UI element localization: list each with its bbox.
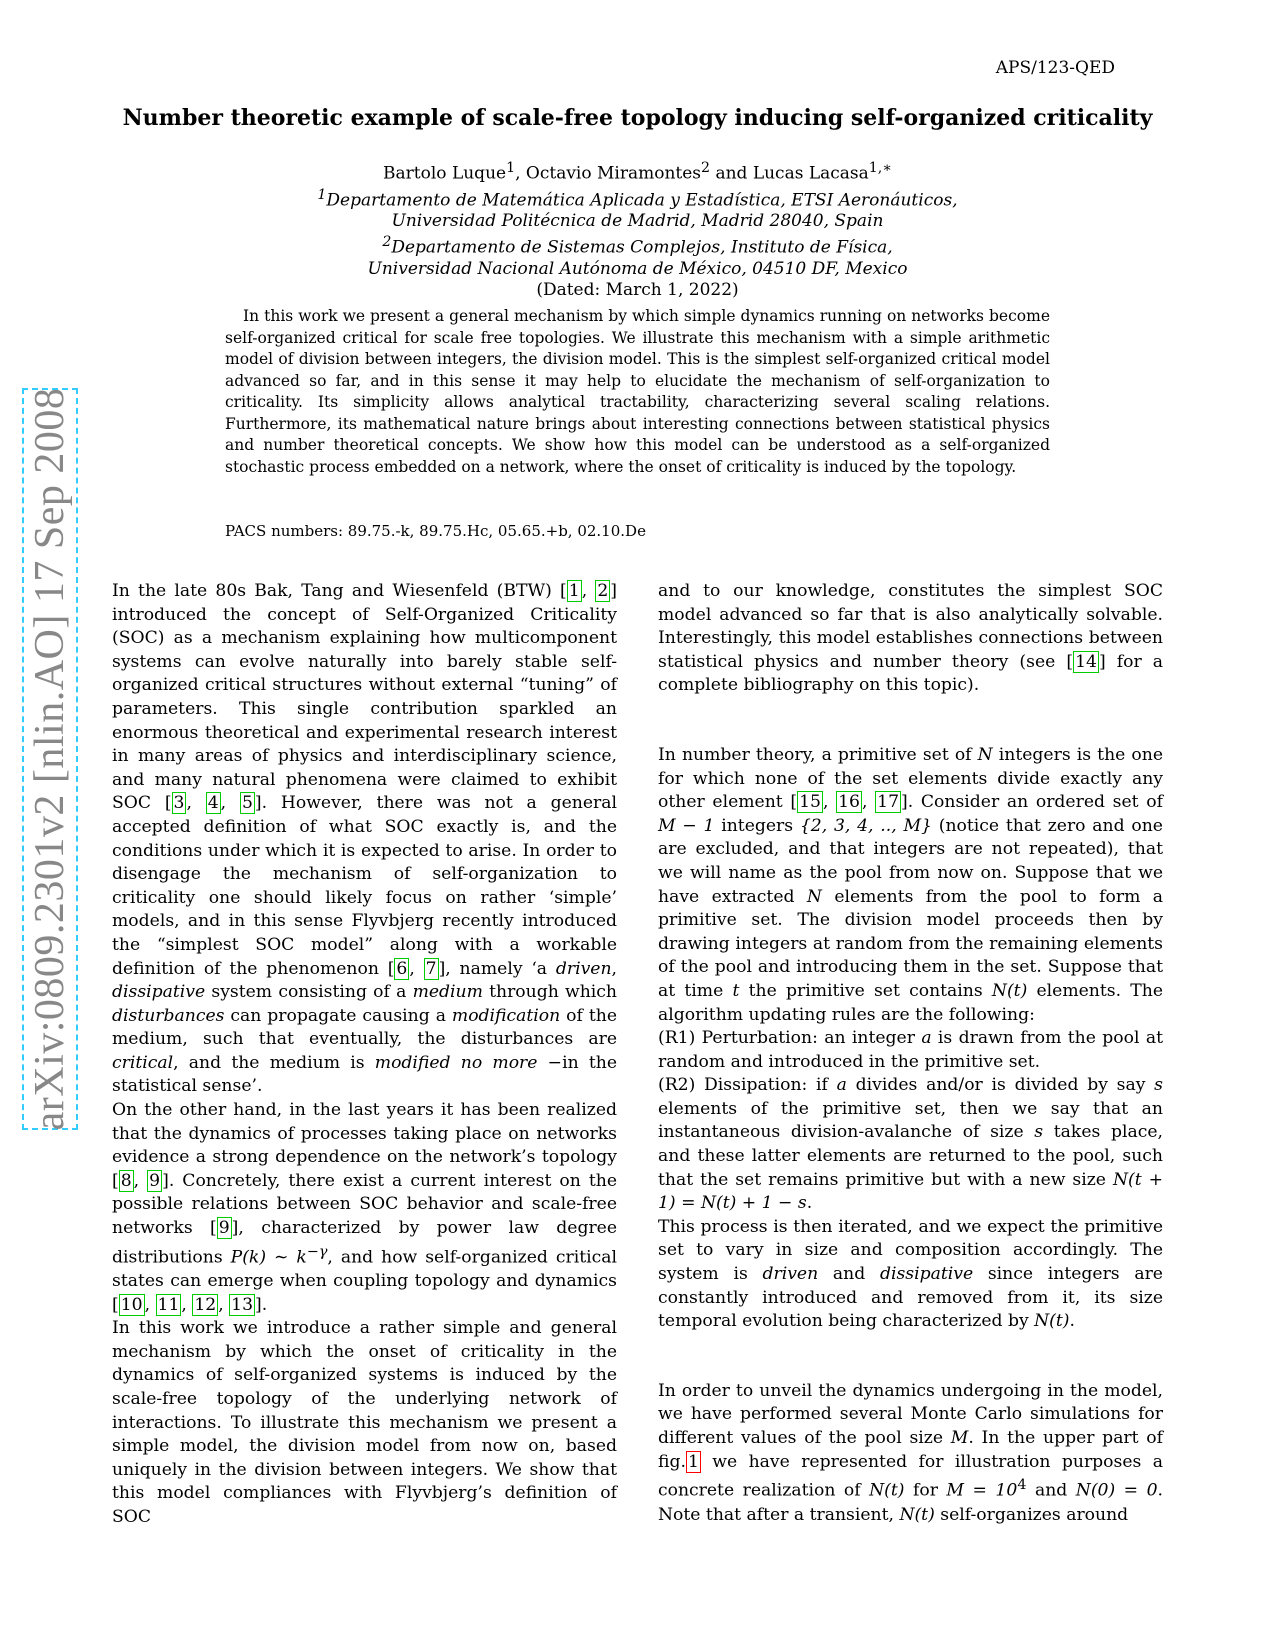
- affiliation-1-line2: Universidad Politécnica de Madrid, Madrid 28040, Spain: [391, 211, 884, 232]
- citation-link[interactable]: 16: [838, 792, 860, 813]
- abstract: [225, 306, 1050, 478]
- citation-link[interactable]: 2: [597, 581, 609, 601]
- citation-link[interactable]: 1: [568, 581, 580, 601]
- intro-paragraph-1: In the late 80s Bak, Tang and Wiesenfeld (BTW) [ 1 , 2 ] introduced the concept of Self-Organized Criticality (SOC) as a mechanism explaining how multicomponent systems can evolve naturally into barely stable self-organized critical structures without external “tuning” of parameters. This single contribution sparkled an enormous theoretical and experimental research interest in many areas of physics and interdisciplinary science, and many natural phenomena were claimed to exhibit SOC [ 3 , 4 , 5 ]. However, there was not a general accepted definition of what SOC exactly is, and the conditions under which it is expected to arise. In order to disengage the mechanism of self-organization to criticality one should likely focus on rather ‘simple’ models, and in this sense Flyvbjerg recently introduced the “simplest SOC model” along with a workable definition of the phenomenon [ 6 , 7 ], namely ‘a driven, dissipative system consisting of a medium through which disturbances can propagate causing a modification of the medium, such that eventually, the disturbances are critical, and the medium is modified no more −in the statistical sense’.: [112, 581, 617, 1097]
- right-paragraph-1: and to our knowledge, constitutes the simplest SOC model advanced so far that is also analytically solvable. Interestingly, this model establishes connections between statistical physics and number theory (see [ 14 ] for a complete bibliography on this topic).: [658, 581, 1163, 696]
- rule-r1: (R1) Perturbation: an integer a is drawn from the pool at random and introduced in the primitive set.: [658, 1028, 1163, 1072]
- author-names: Bartolo Luque$^1$, Octavio Miramontes$^2$ and Lucas Lacasa$^{1,∗}$: [383, 160, 892, 184]
- affiliation-1: $^1$Departamento de Matemática Aplicada y Estadística, ETSI Aeronáuticos,: [317, 186, 958, 211]
- affiliation-2-line2: Universidad Nacional Autónoma de México, 04510 DF, Mexico: [367, 258, 908, 279]
- right-column: [658, 580, 1163, 1527]
- citation-link[interactable]: 9: [218, 1218, 230, 1239]
- intro-paragraph-3: In this work we introduce a rather simple and general mechanism by which the onset of criticality in the dynamics of self-organized systems is induced by the scale-free topology of the underlying network of interactions. To illustrate this mechanism we present a simple model, the division model from now on, based uniquely in the division between integers. We show that this model compliances with Flyvbjerg’s definition of SOC: [112, 1318, 617, 1527]
- affiliation-2: $^2$Departamento de Sistemas Complejos, Instituto de Física,: [382, 234, 893, 258]
- citation-link[interactable]: 12: [194, 1294, 217, 1315]
- citation-link[interactable]: 8: [120, 1170, 132, 1191]
- primitive-set-paragraph: In number theory, a primitive set of N integers is the one for which none of the set elements divide exactly any other element [ 15 , 16 , 17 ]. Consider an ordered set of M − 1 integers {2, 3, 4, .., M} (notice that zero and one are excluded, and that integers are not repeated), that we will name as the pool from now on. Suppose that we have extracted N elements from the pool to form a primitive set. The division model proceeds then by drawing integers at random from the remaining elements of the pool and introducing them in the set. Suppose that at time t the primitive set contains N(t) elements. The algorithm updating rules are the following:: [658, 744, 1163, 1025]
- simulation-paragraph: In order to unveil the dynamics undergoing in the model, we have performed several Monte Carlo simulations for different values of the pool size M. In the upper part of fig. 1 we have represented for illustration purposes a concrete realization of N(t) for $M = 10^4$ and N(0) = 0. Note that after a transient, N(t) self-organizes around: [658, 1380, 1163, 1525]
- citation-link[interactable]: 11: [157, 1294, 180, 1315]
- citation-link[interactable]: 4: [207, 793, 219, 814]
- citation-link[interactable]: 7: [425, 958, 437, 979]
- citation-link[interactable]: 6: [396, 958, 408, 979]
- rule-r2: (R2) Dissipation: if a divides and/or is divided by say s elements of the primitive set, then we say that an instantaneous division-avalanche of size s takes place, and these latter elements are returned to the pool, such that the set remains primitive but with a new size N(t + 1) = N(t) + 1 − s.: [658, 1075, 1164, 1214]
- arxiv-stamp[interactable]: [22, 388, 78, 1130]
- left-column: [112, 580, 617, 1529]
- iteration-paragraph: This process is then iterated, and we expect the primitive set to vary in size and composition accordingly. The system is driven and dissipative since integers are constantly introduced and removed from it, its size temporal evolution being characterized by N(t).: [658, 1216, 1163, 1332]
- arxiv-stamp-text[interactable]: arXiv:0809.2301v2 [nlin.AO] 17 Sep 2008: [22, 388, 78, 1130]
- citation-link[interactable]: 3: [173, 793, 185, 814]
- preprint-id: APS/123-QED: [995, 58, 1115, 78]
- paper-title: Number theoretic example of scale-free topology inducing self-organized criticality: [122, 105, 1153, 131]
- pacs-numbers: PACS numbers: 89.75.-k, 89.75.Hc, 05.65.+b, 02.10.De: [225, 522, 646, 540]
- citation-link[interactable]: 14: [1075, 651, 1097, 672]
- citation-link[interactable]: 13: [231, 1294, 254, 1315]
- citation-link[interactable]: 9: [149, 1170, 161, 1191]
- dated-line: (Dated: March 1, 2022): [536, 279, 739, 300]
- citation-link[interactable]: 5: [241, 793, 253, 814]
- citation-link[interactable]: 15: [799, 792, 821, 813]
- figure-link[interactable]: 1: [687, 1451, 699, 1472]
- citation-link[interactable]: 17: [877, 792, 900, 813]
- intro-paragraph-2: On the other hand, in the last years it has been realized that the dynamics of processes taking place on networks evidence a strong dependence on the network’s topology [ 8 , 9 ]. Concretely, there exist a current interest on the possible relations between SOC behavior and scale-free networks [ 9 ], characterized by power law degree distributions P(k) ∼ $k^{-\gamma}$, and how self-organized critical states can emerge when coupling topology and dynamics [ 10 , 11 , 12 , 13 ].: [112, 1100, 618, 1315]
- citation-link[interactable]: 10: [120, 1294, 143, 1315]
- abstract-text: In this work we present a general mechanism by which simple dynamics running on networks become self-organized critical for scale free topologies. We illustrate this mechanism with a simple arithmetic model of division between integers, the division model. This is the simplest self-organized critical model advanced so far, and in this sense it may help to elucidate the mechanism of self-organization to criticality. Its simplicity allows analytical tractability, characterizing several scaling relations. Furthermore, its mathematical nature brings about interesting connections between statistical physics and number theoretical concepts. We show how this model can be understood as a self-organized stochastic process embedded on a network, where the onset of criticality is induced by the topology.: [225, 307, 1050, 476]
- author-block: [200, 158, 1075, 301]
